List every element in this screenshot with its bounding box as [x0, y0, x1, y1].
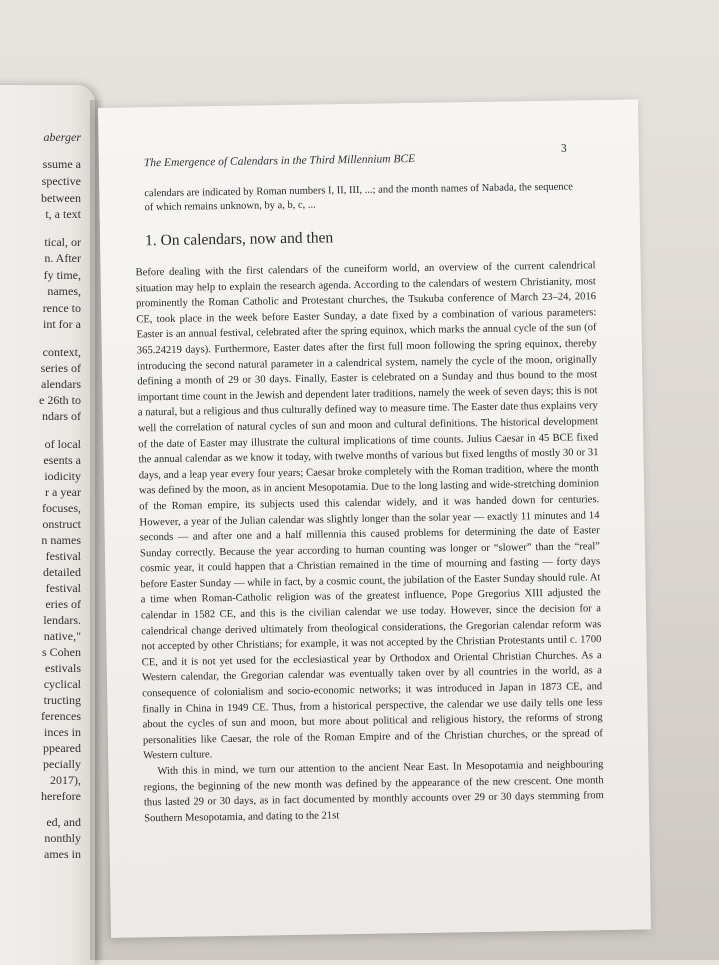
- left-page-line: fy time,: [43, 268, 81, 282]
- left-page-line: rence to: [42, 301, 81, 315]
- left-page-line: int for a: [43, 317, 81, 331]
- left-page-line: ed, and: [46, 815, 81, 829]
- body-text: [135, 258, 604, 827]
- left-page-line: cyclical: [43, 677, 81, 691]
- intro-text: calendars are indicated by Roman numbers I, II, III, ...; and the month names of Nabada, the sequence of which remains unknown, by a, b, c, ...: [144, 181, 573, 214]
- left-page-line: iodicity: [44, 469, 81, 483]
- left-page-line: detailed: [43, 565, 81, 579]
- left-page-line: alendars: [41, 377, 81, 391]
- left-page-line: ppeared: [43, 741, 81, 755]
- left-page-line: ferences: [41, 709, 81, 723]
- left-page-line: lendars.: [43, 613, 81, 627]
- left-page-line: 2017),: [50, 773, 81, 787]
- left-page: [0, 85, 95, 965]
- left-page-line: pecially: [43, 757, 81, 771]
- left-page-line: inces in: [44, 725, 81, 739]
- left-page-line: estivals: [45, 661, 81, 675]
- left-page-line: nonthly: [44, 831, 81, 845]
- left-page-line: of local: [44, 437, 81, 451]
- left-page-line: esents a: [43, 453, 81, 467]
- left-page-line: aberger: [43, 130, 81, 144]
- left-page-line: r a year: [45, 485, 81, 499]
- paragraph-1: Before dealing with the first calendars of the cuneiform world, an overview of the current calendrical situation may help to explain the research agenda. According to the calendars of western Christianity, most prominently the Roman Catholic and Protestant churches, the Tsukuba conference of March 23–24, 2016 CE, took place in the week before Easter Sunday, a date fixed by a combination of various parameters: Easter is an annual festival, celebrated after the spring equinox, which marks the annual cycle of the sun (of 365.24219 days). Furthermore, Easter dates after the first full moon following the spring equinox, thereby introducing the second natural parameter in a calendrical system, namely the cycle of the moon, originally defining a month of 29 or 30 days. Finally, Easter is celebrated on a Sunday and thus bound to the most important time count in the Jewish and dependent later traditions, namely the week of seven days; this is not a natural, but a religious and thus culturally defined way to measure time. The Easter date thus explains very well the correlation of natural cycles of sun and moon and cultural definitions. The historical development of the date of Easter may illustrate the cultural implications of time counts. Julius Caesar in 45 BCE fixed the annual calendar as we know it today, with twelve months of various but fixed lengths of mostly 30 or 31 days, and a leap year every four years; Caesar broke completely with the Roman tradition, where the month was defined by the moon, as in ancient Mesopotamia. Due to the long lasting and wide-stretching dominion of the Roman empire, its subjects used this calendar widely, and it was handed down for centuries. However, a year of the Julian calendar was slightly longer than the solar year — exactly 11 minutes and 14 seconds — and after one and a half millennia this caused problems for determining the date of Easter Sunday correctly. Because the year according to human counting was longer or “slower” than the “real” cosmic year, it could happen that a Christian remained in the time of mourning and fasting — forty days before Easter Sunday — while in fact, by a cosmic count, the jubilation of the Easter Sunday should rule. At a time when Roman-Catholic religion was of the greatest influence, Pope Gregorius XIII adjusted the calendar in 1582 CE, and this is the civilian calendar we use today. However, since the decision for a calendrical change derived ultimately from theological considerations, the Gregorian calendar reform was not accepted by other Christians; for example, it was not accepted by the Christian Protestants until c. 1700 CE, and it is not yet used for the ecclesiastical year by Orthodox and Oriental Christian Churches. As a Western calendar, the Gregorian calendar was eventually taken over by all countries in the world, as a consequence of colonialism and socio-economic networks; it was introduced in Japan in 1873 CE, and finally in China in 1949 CE. Thus, from a historical perspective, the calendar we use daily tells one less about the cycles of sun and moon, but more about political and religious history, the reforms of strong personalities like Caesar, the role of the Roman Empire and of the Christian churches, or the spread of Western culture.: [135, 260, 603, 762]
- left-page-line: ndars of: [42, 409, 81, 423]
- left-page-line: eries of: [45, 597, 81, 611]
- left-page-line: s Cohen: [42, 645, 81, 659]
- left-page-line: t, a text: [45, 207, 81, 221]
- left-page-line: n names: [41, 533, 81, 547]
- left-page-line: festival: [45, 581, 81, 595]
- running-head: The Emergence of Calendars in the Third Millennium BCE: [143, 153, 416, 170]
- left-page-line: between: [41, 191, 81, 205]
- page-number: 3: [560, 142, 567, 155]
- left-page-line: tructing: [43, 693, 81, 707]
- left-page-line: n. After: [44, 251, 81, 265]
- left-page-line: focuses,: [42, 501, 81, 515]
- left-page-line: spective: [41, 174, 81, 188]
- left-page-line: onstruct: [42, 517, 81, 531]
- section-heading: 1. On calendars, now and then: [144, 229, 334, 250]
- left-page-line: ames in: [44, 847, 81, 861]
- left-page-line: series of: [40, 361, 81, 375]
- left-page-line: festival: [45, 549, 81, 563]
- left-page-line: native,": [43, 629, 81, 643]
- right-page: [98, 100, 651, 938]
- left-page-line: context,: [42, 345, 81, 359]
- left-page-line: herefore: [41, 789, 81, 803]
- left-page-line: e 26th to: [39, 393, 81, 407]
- left-page-line: ssume a: [42, 157, 81, 171]
- left-page-line: tical, or: [44, 235, 81, 249]
- left-page-line: names,: [47, 284, 81, 298]
- paragraph-2: With this in mind, we turn our attention to the ancient Near East. In Mesopotamia and neighbouring regions, the beginning of the new month was defined by the appearance of the new crescent. One month thus lasted 29 or 30 days, as in fact documented by monthly accounts over 29 or 30 days stemming from Southern Mesopotamia, and dating to the 21st: [143, 759, 604, 825]
